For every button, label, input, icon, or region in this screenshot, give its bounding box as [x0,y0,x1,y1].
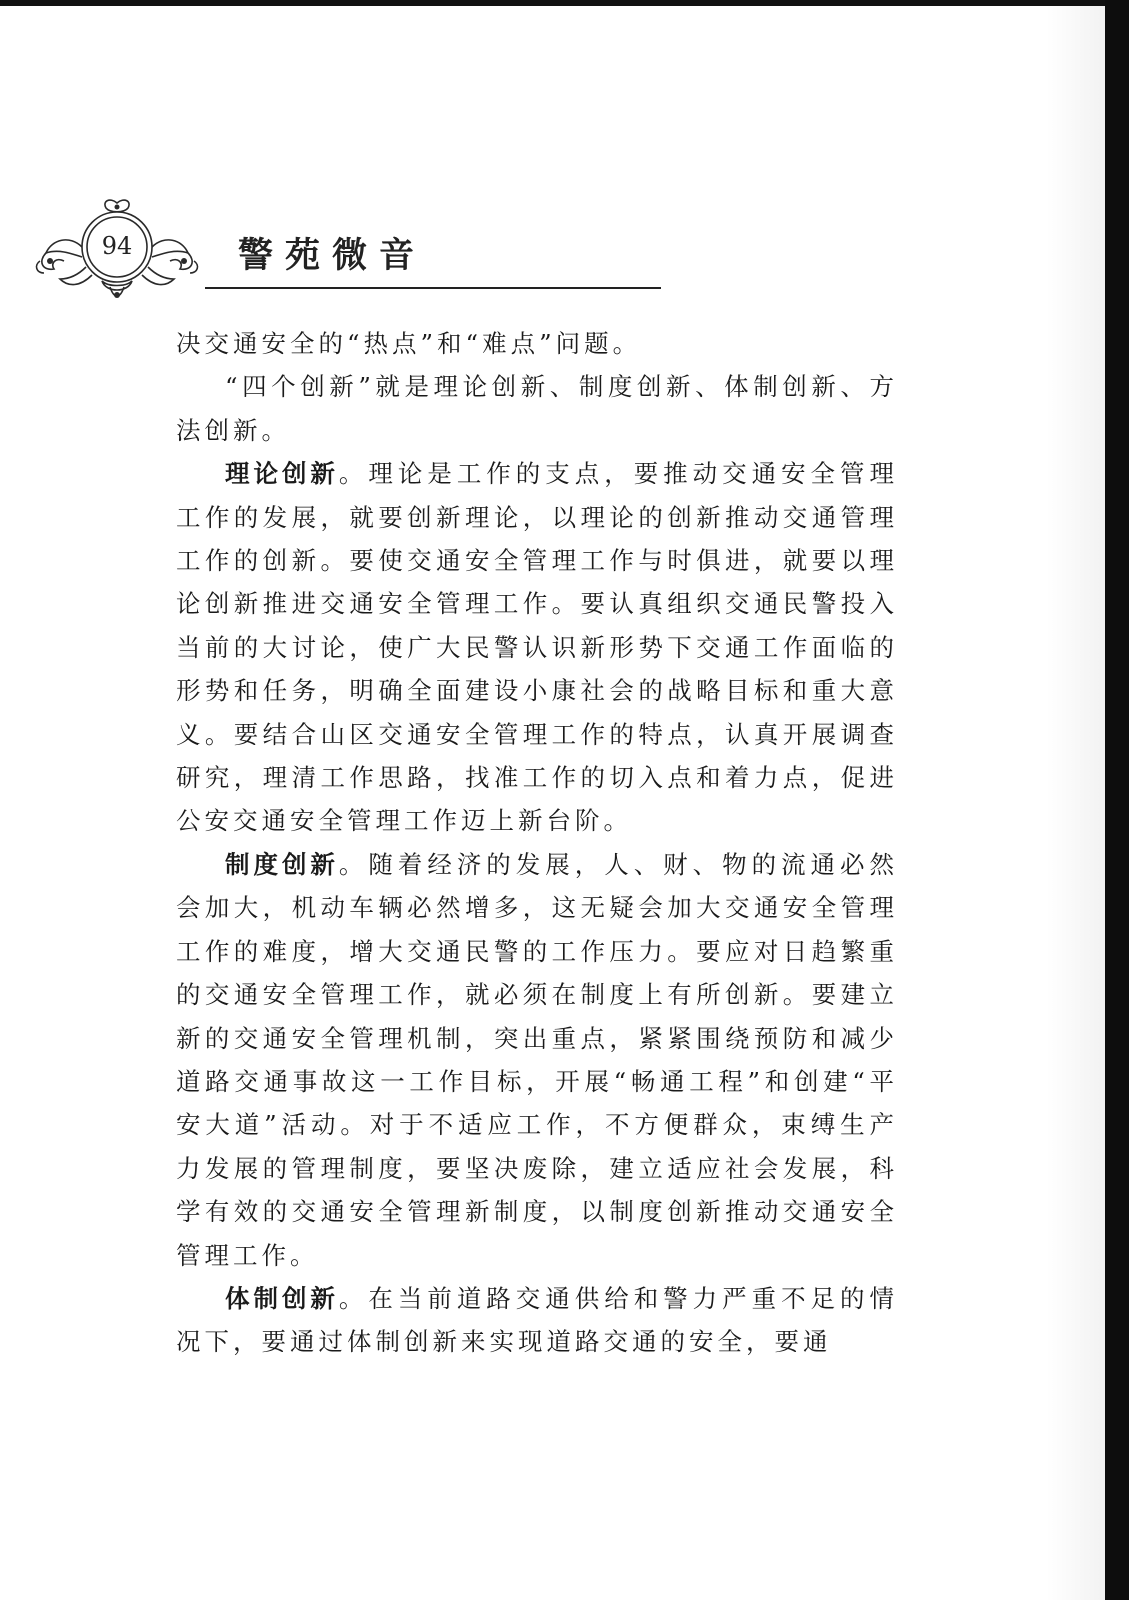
heading-theory-innovation: 理论创新 [225,459,339,489]
paragraph-system-innovation: 制度创新。随着经济的发展，人、财、物的流通必然会加大，机动车辆必然增多，这无疑会加大交通安全管理工作的难度，增大交通民警的工作压力。要应对日趋繁重的交通安全管理工作，就必须在制度上有所创新。要建立新的交通安全管理机制，突出重点，紧紧围绕预防和减少道路交通事故这一工作目标，开展“畅通工程”和创建“平安大道”活动。对于不适应工作，不方便群众，束缚生产力发展的管理制度，要坚决废除，建立适应社会发展，科学有效的交通安全管理新制度，以制度创新推动交通安全管理工作。 [176,849,899,1270]
paragraph-continuation: 决交通安全的“热点”和“难点”问题。 [176,329,642,358]
scan-page-shade [1045,0,1105,1600]
page-number: 94 [101,232,133,260]
header-rule [205,287,661,289]
paragraph-four-innovations: “四个创新”就是理论创新、制度创新、体制创新、方法创新。 [176,372,898,445]
body-text [176,322,898,1364]
heading-structure-innovation: 体制创新 [225,1283,339,1313]
paragraph-theory-innovation: 理论创新。理论是工作的支点，要推动交通安全管理工作的发展，就要创新理论，以理论的创新推动交通管理工作的创新。要使交通安全管理工作与时俱进，就要以理论创新推进交通安全管理工作。要认真组织交通民警投入当前的大讨论，使广大民警认识新形势下交通工作面临的形势和任务，明确全面建设小康社会的战略目标和重大意义。要结合山区交通安全管理工作的特点，认真开展调查研究，理清工作思路，找准工作的切入点和着力点，促进公安交通安全管理工作迈上新台阶。 [176,459,899,836]
scan-top-edge [0,0,1129,6]
heading-system-innovation: 制度创新 [225,849,339,879]
running-title: 警苑微音 [238,236,427,276]
paragraph-structure-innovation: 体制创新。在当前道路交通供给和警力严重不足的情况下，要通过体制创新来实现道路交通的安全，要通 [176,1283,899,1357]
scan-right-edge [1105,0,1129,1600]
